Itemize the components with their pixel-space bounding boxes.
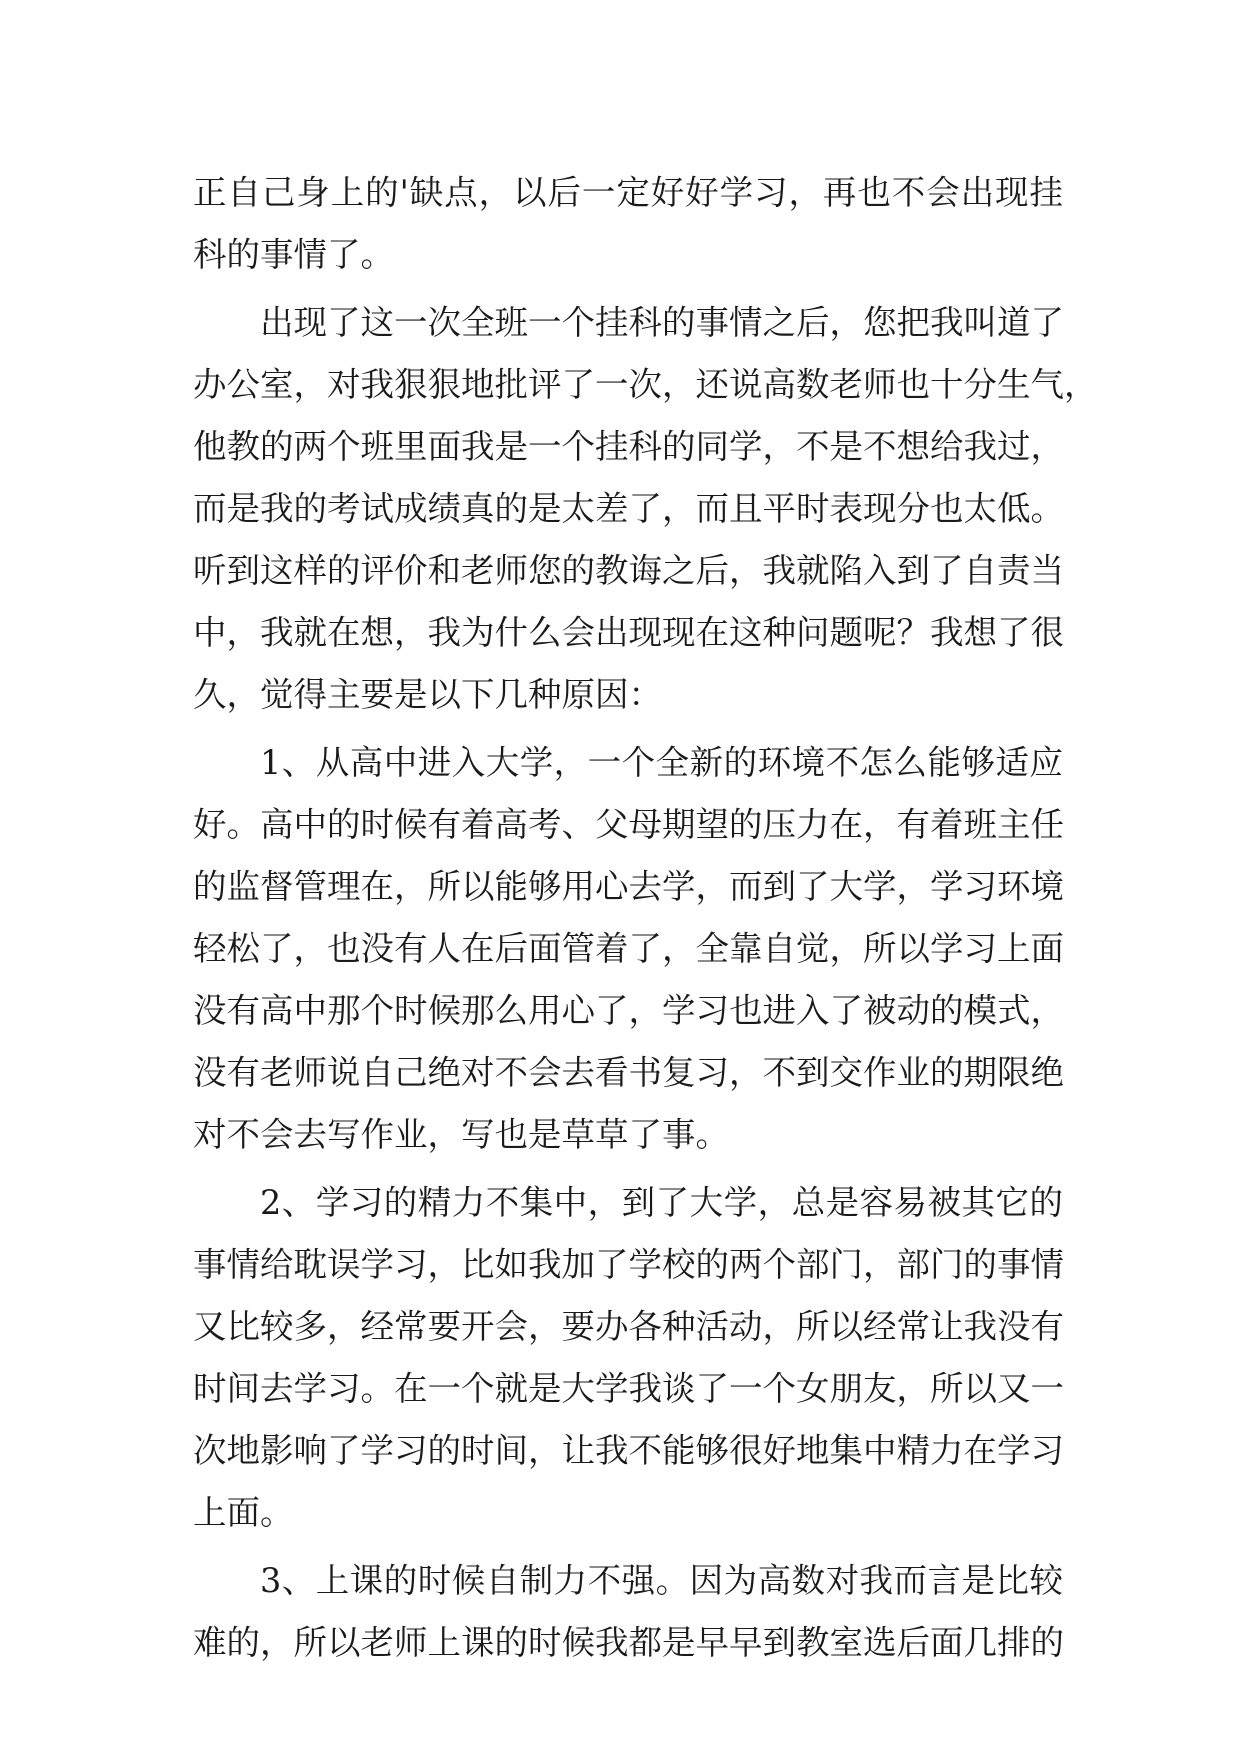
text-line: 上面。 (193, 1493, 294, 1532)
text-line: 正自己身上的'缺点，以后一定好好学习，再也不会出现挂 (193, 173, 1063, 212)
paragraph-1 (193, 162, 1063, 286)
text-line: 好。高中的时候有着高考、父母期望的压力在，有着班主任 (193, 805, 1064, 844)
text-line: 出现了这一次全班一个挂科的事情之后，您把我叫道了 (260, 303, 1064, 342)
text-line: 他教的两个班里面我是一个挂科的同学，不是不想给我过， (193, 427, 1064, 466)
text-line: 对不会去写作业，写也是草草了事。 (193, 1115, 729, 1154)
text-line: 科的事情了。 (193, 235, 394, 274)
text-line: 听到这样的评价和老师您的教诲之后，我就陷入到了自责当 (193, 551, 1064, 590)
text-line: 办公室，对我狠狠地批评了一次，还说高数老师也十分生气， (193, 365, 1098, 404)
text-line: 事情给耽误学习，比如我加了学校的两个部门，部门的事情 (193, 1245, 1064, 1284)
text-line: 的监督管理在，所以能够用心去学，而到了大学，学习环境 (193, 867, 1064, 906)
text-line: 1、从高中进入大学，一个全新的环境不怎么能够适应 (260, 743, 1063, 782)
text-line: 又比较多，经常要开会，要办各种活动，所以经常让我没有 (193, 1307, 1064, 1346)
text-line: 3、上课的时候自制力不强。因为高数对我而言是比较 (260, 1561, 1063, 1600)
text-line: 而是我的考试成绩真的是太差了，而且平时表现分也太低。 (193, 489, 1064, 528)
text-line: 久，觉得主要是以下几种原因： (193, 675, 662, 714)
text-line: 没有高中那个时候那么用心了，学习也进入了被动的模式， (193, 991, 1064, 1030)
text-line: 时间去学习。在一个就是大学我谈了一个女朋友，所以又一 (193, 1369, 1064, 1408)
text-line: 难的，所以老师上课的时候我都是早早到教室选后面几排的 (193, 1623, 1064, 1662)
paragraph-2 (193, 292, 1098, 726)
text-line: 轻松了，也没有人在后面管着了，全靠自觉，所以学习上面 (193, 929, 1064, 968)
paragraph-3 (193, 732, 1063, 1166)
text-line: 2、学习的精力不集中，到了大学，总是容易被其它的 (260, 1183, 1063, 1222)
body-text (193, 162, 1098, 1674)
text-line: 没有老师说自己绝对不会去看书复习，不到交作业的期限绝 (193, 1053, 1064, 1092)
paragraph-5 (193, 1550, 1063, 1674)
text-line: 中，我就在想，我为什么会出现现在这种问题呢？我想了很 (193, 613, 1064, 652)
text-line: 次地影响了学习的时间，让我不能够很好地集中精力在学习 (193, 1431, 1064, 1470)
paragraph-4 (193, 1172, 1063, 1544)
